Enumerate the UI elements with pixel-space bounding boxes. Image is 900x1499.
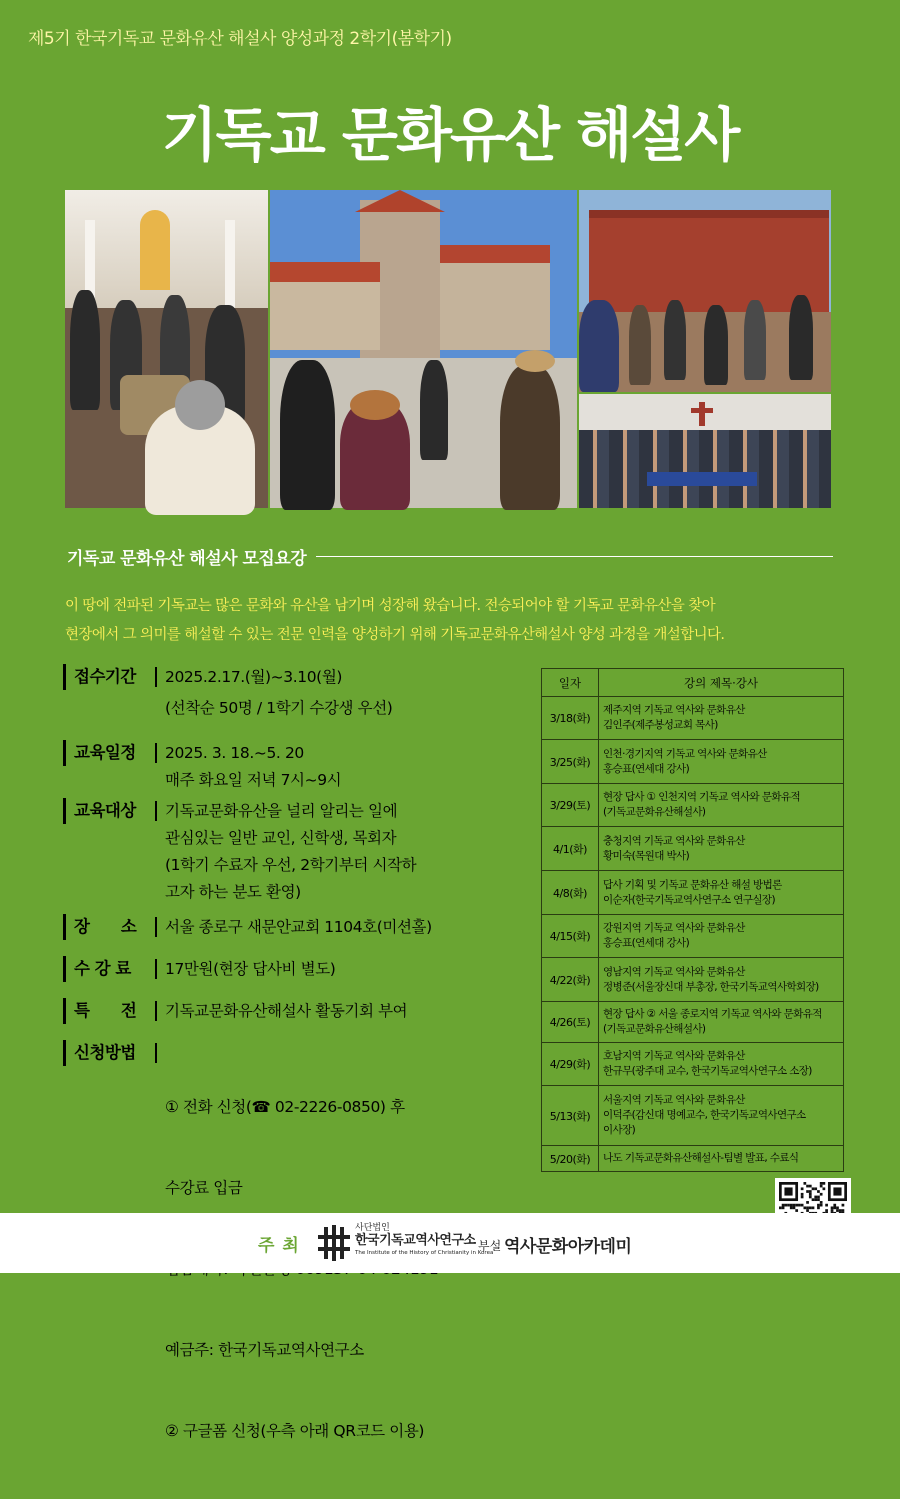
info-label: 교육대상 xyxy=(63,798,155,824)
schedule-lecture xyxy=(599,784,844,827)
org-english-name: The Institute of the History of Christianity in Korea xyxy=(355,1250,494,1256)
schedule-lecture-line: 홍승표(연세대 강사) xyxy=(603,762,690,775)
info-separator xyxy=(155,1043,157,1063)
schedule-row xyxy=(542,740,844,784)
footer-affiliation: 부설 xyxy=(478,1239,502,1253)
footer-academy-name: 역사문화아카데미 xyxy=(504,1237,632,1257)
photo-collage xyxy=(65,190,831,508)
info-value xyxy=(165,664,392,722)
schedule-row xyxy=(542,1002,844,1043)
schedule-date: 4/22(화) xyxy=(542,958,599,1002)
info-row-location xyxy=(63,914,432,941)
info-line: 예금주: 한국기독교역사연구소 xyxy=(165,1341,364,1359)
schedule-lecture-line: 한규무(광주대 교수, 한국기독교역사연구소 소장) xyxy=(603,1065,812,1077)
intro-paragraph xyxy=(65,592,845,650)
schedule-lecture-line: 충청지역 기독교 역사와 문화유산 xyxy=(603,834,745,847)
schedule-date: 5/13(화) xyxy=(542,1086,599,1146)
intro-line: 현장에서 그 의미를 해설할 수 있는 전문 인력을 양성하기 위해 기독교문화유산해설사 양성 과정을 개설합니다. xyxy=(65,627,725,643)
info-row-schedule xyxy=(63,740,341,794)
info-row-application-period xyxy=(63,664,392,722)
info-separator xyxy=(155,1001,157,1021)
top-subtitle: 제5기 한국기독교 문화유산 해설사 양성과정 2학기(봄학기) xyxy=(28,29,452,49)
info-separator xyxy=(155,743,157,763)
schedule-lecture-line: 제주지역 기독교 역사와 문화유산 xyxy=(603,704,745,716)
info-line: 기독교문화유산해설사 활동기회 부여 xyxy=(165,1002,408,1020)
info-line: 수강료 입금 xyxy=(165,1179,243,1197)
schedule-date: 3/25(화) xyxy=(542,740,599,784)
info-line: 기독교문화유산을 널리 알리는 일에 xyxy=(165,802,398,820)
footer-organization xyxy=(355,1223,493,1257)
info-line: 관심있는 일반 교인, 신학생, 목회자 xyxy=(165,829,397,847)
org-type: 사단법인 xyxy=(355,1223,390,1233)
section-divider xyxy=(316,556,833,557)
schedule-lecture-line: 강원지역 기독교 역사와 문화유산 xyxy=(603,922,745,934)
info-label: 신청방법 xyxy=(63,1040,155,1066)
section-heading xyxy=(67,545,833,567)
main-title: 기독교 문화유산 해설사 xyxy=(161,101,739,169)
schedule-row xyxy=(542,697,844,740)
schedule-row xyxy=(542,1043,844,1086)
schedule-date: 4/15(화) xyxy=(542,915,599,958)
schedule-lecture xyxy=(599,915,844,958)
info-line: 고자 하는 분도 환영) xyxy=(165,883,301,901)
schedule-lecture xyxy=(599,1146,844,1172)
schedule-date: 4/29(화) xyxy=(542,1043,599,1086)
info-line: ① 전화 신청(☎ 02-2226-0850) 후 xyxy=(165,1098,405,1116)
schedule-lecture-line: 황미숙(목원대 박사) xyxy=(603,849,690,862)
org-name: 한국기독교역사연구소 xyxy=(355,1233,476,1248)
schedule-lecture-line: 인천·경기지역 기독교 역사와 문화유산 xyxy=(603,747,767,760)
schedule-row xyxy=(542,1146,844,1172)
info-line: 2025. 3. 18.~5. 20 xyxy=(165,744,304,762)
schedule-lecture xyxy=(599,1043,844,1086)
schedule-date: 5/20(화) xyxy=(542,1146,599,1172)
schedule-lecture-line: 호남지역 기독교 역사와 문화유산 xyxy=(603,1050,745,1062)
info-label: 교육일정 xyxy=(63,740,155,766)
info-separator xyxy=(155,801,157,821)
photo-group-outdoor xyxy=(579,190,831,392)
schedule-lecture xyxy=(599,740,844,784)
intro-line: 이 땅에 전파된 기독교는 많은 문화와 유산을 남기며 성장해 왔습니다. 전승되어야 할 기독교 문화유산을 찾아 xyxy=(65,598,716,614)
schedule-date: 4/26(토) xyxy=(542,1002,599,1043)
schedule-row xyxy=(542,784,844,827)
schedule-lecture-line: 이덕주(감신대 명예교수, 한국기독교역사연구소 xyxy=(603,1109,806,1121)
schedule-date: 4/8(화) xyxy=(542,871,599,915)
schedule-lecture-line: (기독교문화유산해설사) xyxy=(603,806,706,818)
schedule-lecture-line: 김인주(제주봉성교회 목사) xyxy=(603,719,718,731)
footer xyxy=(0,1213,900,1273)
info-line: (1학기 수료자 우선, 2학기부터 시작하 xyxy=(165,856,417,874)
schedule-lecture xyxy=(599,958,844,1002)
info-line: 서울 종로구 새문안교회 1104호(미션홀) xyxy=(165,918,432,936)
schedule-lecture-line: (기독교문화유산해설사) xyxy=(603,1023,706,1035)
schedule-lecture xyxy=(599,697,844,740)
info-value xyxy=(165,956,335,983)
info-value xyxy=(165,998,407,1025)
schedule-lecture-line: 영남지역 기독교 역사와 문화유산 xyxy=(603,965,745,978)
schedule-lecture-line: 현장 답사 ① 인천지역 기독교 역사와 문화유적 xyxy=(603,791,801,803)
info-value xyxy=(165,740,341,794)
info-label: 접수기간 xyxy=(63,664,155,690)
info-line: (선착순 50명 / 1학기 수강생 우선) xyxy=(165,699,393,717)
info-row-target xyxy=(63,798,416,906)
schedule-lecture xyxy=(599,871,844,915)
schedule-row xyxy=(542,871,844,915)
info-line: 17만원(현장 답사비 별도) xyxy=(165,960,336,978)
schedule-table xyxy=(541,668,844,1172)
schedule-header-title: 강의 제목·강사 xyxy=(599,669,844,697)
schedule-row xyxy=(542,915,844,958)
info-label: 특 전 xyxy=(63,998,155,1024)
info-value xyxy=(165,798,416,906)
info-value xyxy=(165,914,432,941)
schedule-lecture-line: 이사장) xyxy=(603,1124,636,1136)
schedule-date: 3/18(화) xyxy=(542,697,599,740)
schedule-lecture-line: 이순자(한국기독교역사연구소 연구실장) xyxy=(603,893,775,906)
schedule-lecture-line: 서울지역 기독교 역사와 문화유산 xyxy=(603,1094,745,1106)
section-title: 기독교 문화유산 해설사 모집요강 xyxy=(67,548,307,569)
photo-church-interior xyxy=(65,190,268,508)
info-separator xyxy=(155,959,157,979)
schedule-lecture xyxy=(599,827,844,871)
info-separator xyxy=(155,667,157,687)
schedule-lecture-line: 답사 기획 및 기독교 문화유산 해설 방법론 xyxy=(603,878,782,891)
info-label: 장 소 xyxy=(63,914,155,940)
info-line: ② 구글폼 신청(우측 아래 QR코드 이용) xyxy=(165,1422,425,1440)
schedule-lecture-line: 정병준(서울장신대 부총장, 한국기독교역사학회장) xyxy=(603,980,819,993)
schedule-lecture xyxy=(599,1002,844,1043)
schedule-date: 4/1(화) xyxy=(542,827,599,871)
schedule-lecture-line: 나도 기독교문화유산해설사-팀별 발표, 수료식 xyxy=(603,1152,799,1164)
schedule-header-date: 일자 xyxy=(542,669,599,697)
info-row-benefit xyxy=(63,998,407,1025)
info-row-fee xyxy=(63,956,335,983)
schedule-lecture-line: 홍승표(연세대 강사) xyxy=(603,937,690,949)
schedule-row xyxy=(542,958,844,1002)
institute-logo-icon xyxy=(318,1225,350,1261)
info-line: 2025.2.17.(월)~3.10(월) xyxy=(165,668,343,686)
info-line: 매주 화요일 저녁 7시~9시 xyxy=(165,771,342,789)
schedule-row xyxy=(542,1086,844,1146)
photo-group-indoor xyxy=(579,394,831,508)
schedule-lecture-line: 현장 답사 ② 서울 종로지역 기독교 역사와 문화유적 xyxy=(603,1008,822,1020)
schedule-lecture xyxy=(599,1086,844,1146)
footer-host-label: 주최 xyxy=(258,1236,307,1256)
schedule-header-row xyxy=(542,669,844,697)
info-separator xyxy=(155,917,157,937)
schedule-row xyxy=(542,827,844,871)
photo-church-exterior xyxy=(270,190,577,508)
info-label: 수 강 료 xyxy=(63,956,155,982)
schedule-date: 3/29(토) xyxy=(542,784,599,827)
